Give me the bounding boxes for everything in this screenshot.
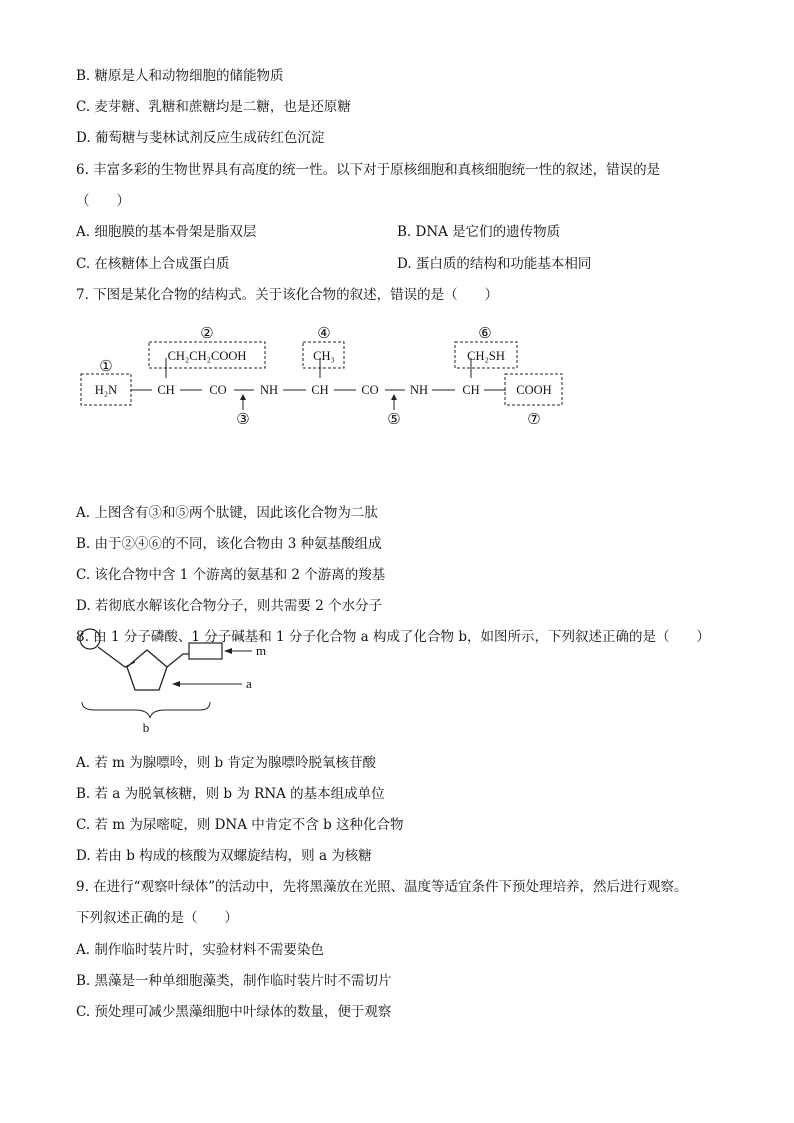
carbonyl-2: CO	[361, 383, 379, 397]
alpha-carbon-3: CH	[462, 383, 480, 397]
amino-group: H₂N	[94, 383, 118, 397]
label-b: b	[142, 720, 150, 735]
marker-3: ③	[236, 412, 250, 428]
q5-option-b: B. 糖原是人和动物细胞的储能物质	[76, 68, 284, 84]
q8-option-c: C. 若 m 为尿嘧啶，则 DNA 中肯定不含 b 这种化合物	[76, 817, 404, 833]
q8-option-d: D. 若由 b 构成的核酸为双螺旋结构，则 a 为核糖	[76, 848, 372, 864]
marker-5: ⑤	[387, 412, 401, 428]
q7-option-c: C. 该化合物中含 1 个游离的氨基和 2 个游离的羧基	[76, 567, 386, 583]
marker-6: ⑥	[478, 326, 492, 342]
label-a: a	[246, 676, 252, 691]
q7-option-d: D. 若彻底水解该化合物分子，则共需要 2 个水分子	[76, 598, 383, 614]
q8-stem: 8. 由 1 分子磷酸、1 分子碱基和 1 分子化合物 a 构成了化合物 b，如图所示，下列叙述正确的是（ ）	[76, 629, 710, 645]
q7-structure-figure	[70, 318, 570, 436]
q7-option-b: B. 由于②④⑥的不同，该化合物由 3 种氨基酸组成	[76, 536, 382, 552]
q9-stem-line-1: 9. 在进行“观察叶绿体”的活动中，先将黑藻放在光照、温度等适宜条件下预处理培养，然后进行观察。	[76, 879, 688, 895]
side-chain-r2: CH₃	[313, 349, 335, 363]
q6-option-c: C. 在核糖体上合成蛋白质	[76, 256, 230, 272]
side-chain-r3: CH₂SH	[467, 349, 505, 363]
q5-option-d: D. 葡萄糖与斐林试剂反应生成砖红色沉淀	[76, 130, 325, 146]
q8-option-b: B. 若 a 为脱氧核糖，则 b 为 RNA 的基本组成单位	[76, 786, 385, 802]
alpha-carbon-1: CH	[157, 383, 175, 397]
marker-2: ②	[200, 326, 214, 342]
marker-4: ④	[317, 326, 331, 342]
alpha-carbon-2: CH	[311, 383, 329, 397]
marker-1: ①	[99, 359, 113, 375]
label-m: m	[256, 643, 267, 658]
q9-option-b: B. 黑藻是一种单细胞藻类，制作临时装片时不需切片	[76, 973, 392, 989]
q6-option-d: D. 蛋白质的结构和功能基本相同	[397, 256, 592, 272]
q6-option-b: B. DNA 是它们的遗传物质	[397, 224, 561, 240]
q6-stem: 6. 丰富多彩的生物世界具有高度的统一性。以下对于原核细胞和真核细胞统一性的叙述，错误的是	[76, 162, 661, 178]
amide-nh-2: NH	[409, 383, 429, 397]
amide-nh-1: NH	[259, 383, 279, 397]
q6-option-a: A. 细胞膜的基本骨架是脂双层	[76, 224, 257, 240]
carbonyl-1: CO	[209, 383, 227, 397]
q9-stem-line-2: 下列叙述正确的是（ ）	[76, 910, 238, 926]
q9-option-a: A. 制作临时装片时，实验材料不需要染色	[76, 942, 324, 958]
q8-nucleotide-figure	[70, 622, 290, 738]
q9-option-c: C. 预处理可减少黑藻细胞中叶绿体的数量，便于观察	[76, 1004, 392, 1020]
q5-option-c: C. 麦芽糖、乳糖和蔗糖均是二糖，也是还原糖	[76, 99, 351, 115]
q7-stem: 7. 下图是某化合物的结构式。关于该化合物的叙述，错误的是（ ）	[76, 287, 499, 303]
q8-option-a: A. 若 m 为腺嘌呤，则 b 肯定为腺嘌呤脱氧核苷酸	[76, 755, 376, 771]
side-chain-r1: CH₂CH₂COOH	[167, 349, 247, 363]
q7-option-a: A. 上图含有③和⑤两个肽键，因此该化合物为二肽	[76, 505, 378, 521]
q6-answer-paren: （ ）	[76, 193, 130, 209]
carboxyl-group: COOH	[516, 383, 552, 397]
marker-7: ⑦	[527, 412, 541, 428]
